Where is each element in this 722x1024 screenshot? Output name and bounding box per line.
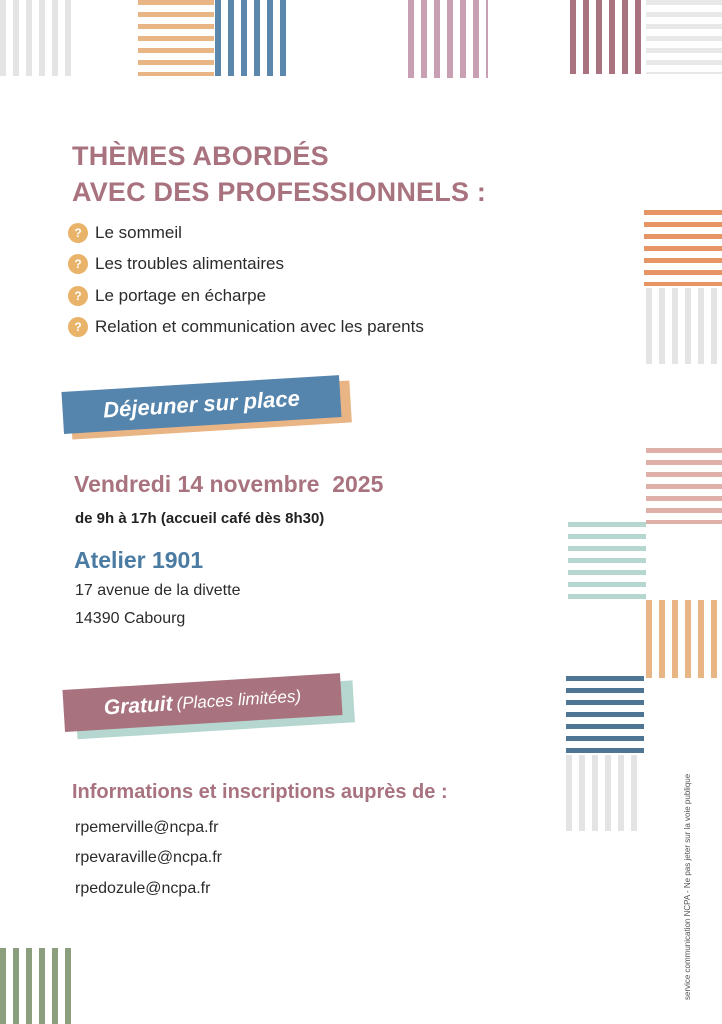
contact-heading: Informations et inscriptions auprès de :: [72, 781, 448, 803]
decor-stripes: [570, 0, 646, 74]
decor-stripes: [646, 0, 722, 74]
print-credit: service communication NCPA - Ne pas jeter sur la voie publique: [683, 773, 692, 1000]
themes-list: [68, 217, 424, 343]
price-banner-note: (Places limitées): [175, 686, 302, 714]
theme-label: Le sommeil: [95, 222, 182, 242]
theme-label: Le portage en écharpe: [95, 285, 267, 305]
decor-stripes: [644, 210, 722, 286]
address-line: 17 avenue de la divette: [75, 582, 241, 599]
email-link[interactable]: rpemerville@ncpa.fr: [75, 819, 219, 836]
lunch-banner-label: Déjeuner sur place: [102, 385, 301, 423]
price-banner: [62, 672, 355, 740]
decor-stripes: [0, 948, 78, 1024]
event-hours: de 9h à 17h (accueil café dès 8h30): [75, 510, 325, 527]
decor-stripes: [566, 755, 644, 831]
theme-label: Les troubles alimentaires: [95, 254, 284, 274]
event-date: Vendredi 14 novembre 2025: [74, 471, 384, 497]
lunch-banner: [61, 374, 354, 442]
question-mark-icon: ?: [68, 254, 88, 274]
email-link[interactable]: rpevaraville@ncpa.fr: [75, 849, 222, 866]
question-mark-icon: ?: [68, 223, 88, 243]
question-mark-icon: ?: [68, 317, 88, 337]
decor-stripes: [646, 448, 722, 524]
decor-stripes: [215, 0, 293, 76]
themes-title-line1: THÈMES ABORDÉS: [72, 141, 329, 171]
list-item: [68, 249, 424, 281]
price-banner-bold: Gratuit: [103, 692, 174, 720]
list-item: [68, 312, 424, 344]
themes-title: [72, 138, 486, 210]
venue-name: Atelier 1901: [74, 547, 204, 573]
email-link[interactable]: rpedozule@ncpa.fr: [75, 880, 211, 897]
decor-stripes: [568, 522, 646, 600]
decor-stripes: [566, 676, 644, 754]
decor-stripes: [646, 288, 722, 364]
decor-stripes: [0, 0, 78, 76]
address-line: 14390 Cabourg: [75, 610, 186, 627]
question-mark-icon: ?: [68, 286, 88, 306]
list-item: [68, 280, 424, 312]
decor-stripes: [646, 600, 722, 678]
theme-label: Relation et communication avec les parents: [95, 317, 424, 337]
decor-stripes: [138, 0, 214, 76]
themes-title-line2: AVEC DES PROFESSIONNELS :: [72, 177, 487, 207]
decor-stripes: [408, 0, 488, 78]
list-item: [68, 217, 424, 249]
